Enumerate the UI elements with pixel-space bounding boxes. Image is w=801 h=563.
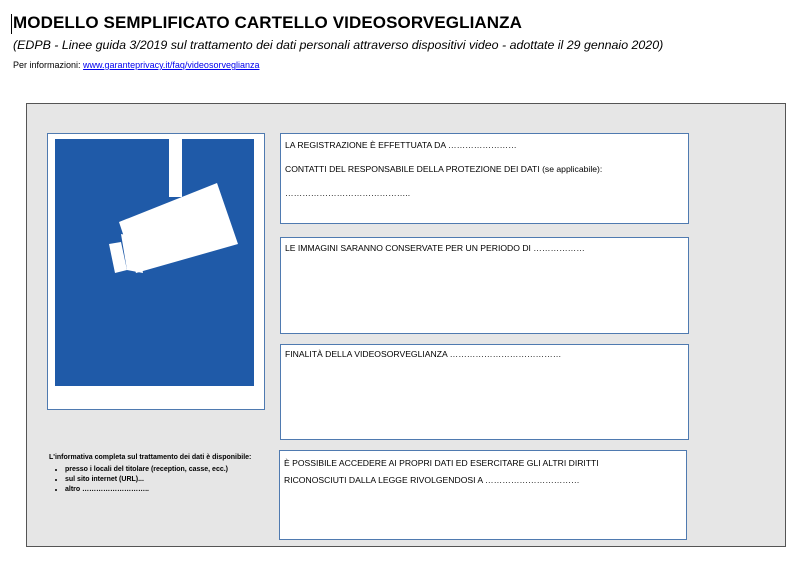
notice-item-other: • altro ……………………….. [65, 485, 264, 495]
notice-list [49, 465, 264, 495]
text-cursor [11, 14, 12, 34]
rights-text-line2: RICONOSCIUTI DALLA LEGGE RIVOLGENDOSI A …………………………… [284, 475, 580, 485]
sign-frame [47, 133, 265, 410]
page-subtitle: (EDPB - Linee guida 3/2019 sul trattamento dei dati personali attraverso dispositivi video - adottate il 29 gennaio 2020) [13, 38, 664, 52]
dpo-dots: …………………………………….. [285, 188, 411, 198]
info-line [13, 60, 259, 70]
purpose-text: FINALITÀ DELLA VIDEOSORVEGLIANZA ………………………………… [285, 349, 562, 359]
notice-item-premises: • presso i locali del titolare (reception, casse, ecc.) [65, 465, 264, 475]
privacy-notice-info [49, 453, 264, 495]
info-link[interactable]: www.garanteprivacy.it/faq/videosorveglianza [83, 60, 260, 70]
notice-intro: L'informativa completa sul trattamento dei dati è disponibile: [49, 454, 252, 461]
rights-box[interactable] [279, 450, 687, 540]
page-title: MODELLO SEMPLIFICATO CARTELLO VIDEOSORVEGLIANZA [13, 13, 523, 32]
retention-box[interactable] [280, 237, 689, 334]
videosurveillance-sign [55, 139, 254, 386]
registration-text: LA REGISTRAZIONE È EFFETTUATA DA …………………… [285, 140, 517, 150]
rights-text-line1: È POSSIBILE ACCEDERE AI PROPRI DATI ED ESERCITARE GLI ALTRI DIRITTI [284, 458, 599, 468]
retention-text: LE IMMAGINI SARANNO CONSERVATE PER UN PERIODO DI ……………… [285, 243, 585, 253]
purpose-box[interactable] [280, 344, 689, 440]
notice-item-website: • sul sito internet (URL)... [65, 475, 264, 485]
info-label: Per informazioni: [13, 60, 81, 70]
cctv-camera-icon [55, 139, 254, 386]
sign-template-panel [26, 103, 786, 547]
dpo-contacts-text: CONTATTI DEL RESPONSABILE DELLA PROTEZIONE DEI DATI (se applicabile): [285, 164, 603, 174]
registration-box[interactable] [280, 133, 689, 224]
